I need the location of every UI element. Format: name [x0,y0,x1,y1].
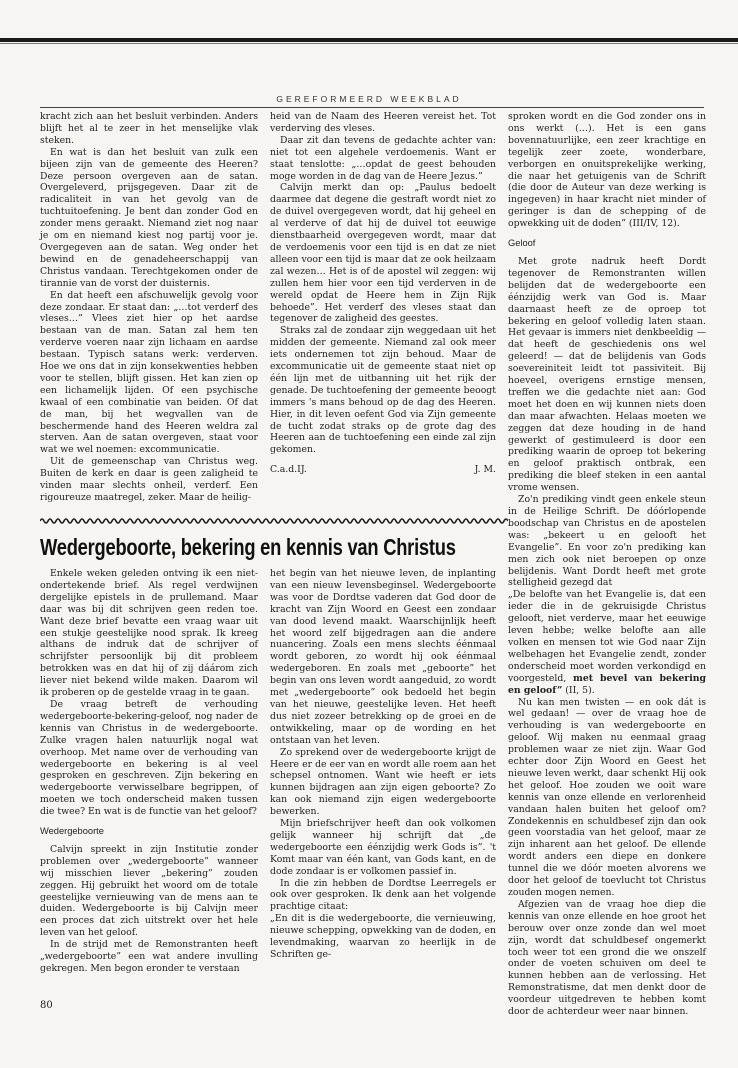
signature-right: J. M. [474,464,496,476]
quote-emphasis: met bevel van bekering en geloof” [508,672,706,696]
column-3 [508,111,706,1018]
paragraph: heid van de Naam des Heeren vereist het. Tot verderving des vleses. [270,111,496,134]
blockquote: „En dit is die wedergeboorte, die vernieuwing, nieuwe schepping, opwekking van de doden, en levendmaking, waarvan zo heerlijk in de Schriften ge- [270,913,496,960]
header-rule [40,107,704,108]
paragraph: Met grote nadruk heeft Dordt tegenover de Remonstranten willen belijden dat de wedergeboorte een éénzijdig werk van God is. Maar daarnaast heeft ze de oproep tot bekering en geloof volledig laten staan. Het gevaar is immers niet denkbeeldig — dat heeft de geschiedenis ons wel geleerd! — dat de belijdenis van Gods soevereiniteit leidt tot passiviteit. Bij hoeveel, overigens ernstige mensen, treffen we die gedachte niet aan: God moet het doen en wij kunnen niets doen dan maar afwachten. Helaas moeten we zeggen dat deze houding in de hand gewerkt of gestimuleerd is door een prediking waarin de oproep tot bekering en geloof praktisch ontbrak, een prediking die bleef steken in een aantal vrome wensen. [508,255,706,494]
paragraph: En dat heeft een afschuwelijk gevolg voor deze zondaar. Er staat dan: „…tot verderf des vleses…” Vlees ziet hier op het aardse bestaan van de man. Satan zal hem ten verderve voeren naar zijn lichaam en aardse bestaan. Typisch satans werk: verderven. Hoe we ons dat in zijn konsekwenties hebben voor te stellen, blijft gissen. Het kan zien op een lichamelijk lijden. Of een psychische kwaal of een combinatie van beiden. Of dat de man, bij het wegvallen van de beschermende hand des Heeren weldra zal sterven. Aan de satan overgeven, staat voor wat we wel noemen: excommunicatie. [40,289,258,456]
wavy-divider [40,517,508,525]
top-rule-thin [0,43,738,44]
column-1-top [40,111,258,504]
paragraph: Calvijn spreekt in zijn Institutie zonder problemen over „wedergeboorte” wanneer wij misschien liever „bekering” zouden zeggen. Hij gebruikt het woord om de totale geestelijke vernieuwing van de mens aan te duiden. Wedergeboorte is bij Calvijn meer een proces dat zich uitstrekt over het hele leven van het geloof. [40,843,258,939]
signature [270,464,496,476]
paragraph: Mijn briefschrijver heeft dan ook volkomen gelijk wanneer hij schrijft dat „de wedergeboorte een éénzijdig werk Gods is”. 't Komt maar van één kant, van Gods kant, en de dode zondaar is er volkomen passief in. [270,818,496,877]
subheading-geloof: Geloof [508,238,536,249]
column-2-top [270,111,496,476]
page-number: 80 [40,1000,53,1011]
quote-reference: (II, 5). [565,684,595,696]
paragraph: In de strijd met de Remonstranten heeft „wedergeboorte” een wat andere invulling gekregen. Men begon eronder te verstaan [40,939,258,974]
article-headline: Wedergeboorte, bekering en kennis van Christus [40,534,456,560]
paragraph: Calvijn merkt dan op: „Paulus bedoelt daarmee dat degene die gestraft wordt niet zo de duivel overgegeven wordt, dat hij geheel en al verderve of dat hij de duivel tot eeuwige dienstbaarheid overgegeven wordt, maar dat de verdoemenis voor een tijd is en dat ze niet alleen voor een tijd is maar dat ze ook heilzaam zal wezen… Het is of de apostel wil zeggen: wij zullen hem hier voor een tijd verderven in de wereld opdat de Heere hem in Zijn Rijk behoede”. Het verderf des vleses staat dan tegenover de zaligheid des geestes. [270,182,496,325]
quote-text: „De belofte van het Evangelie is, dat een ieder die in de gekruisigde Christus gelooft, niet verderve, maar het eeuwige leven hebbe; welke belofte aan alle volken en mensen tot wie God naar Zijn welbehagen het Evangelie zendt, zonder onderscheid moet worden verkondigd en voorgesteld, [508,589,706,684]
running-head: GEREFORMEERD WEEKBLAD [276,94,462,104]
paragraph: Daar zit dan tevens de gedachte achter van: niet tot een algehele verdoemenis. Want er staat tenslotte: „…opdat de geest behouden moge worden in de dag van de Heere Jezus.” [270,134,496,182]
subheading-wedergeboorte: Wedergeboorte [40,826,104,837]
column-2-bottom [270,568,496,961]
paragraph: Enkele weken geleden ontving ik een niet-ondertekende brief. Als regel verdwijnen dergelijke epistels in de prullemand. Maar daar was bij dit schrijven geen reden toe. Want deze brief bevatte een vraag waar uit een stukje geestelijke nood sprak. Ik kreeg althans de indruk dat de schrijver of schrijfster persoonlijk bij dit probleem betrokken was en dat hij of zij dáárom zich liever niet bekend wilde maken. Daarom wil ik proberen op de gestelde vraag in te gaan. [40,568,258,699]
top-rule [0,38,738,42]
paragraph: En wat is dan het besluit van zulk een bijeen zijn van de gemeente des Heeren? Deze persoon overgeven aan de satan. Overgeleverd, prijsgegeven. Daar zit de radicaliteit in van het gevolg van de tuchtuitoefening. Je bent dan zonder God en zonder mens geraakt. Niemand ziet nog naar je om en niemand kiest nog partij voor je. Overgegeven aan de satan. Weg onder het bewind en de genadeheerschappij van Christus vandaan. Terechtgekomen onder de tirannie van de vorst der duisternis. [40,146,258,289]
column-1-bottom [40,568,258,975]
signature-left: C.a.d.IJ. [270,464,307,476]
paragraph: In die zin hebben de Dordtse Leerregels er ook over gesproken. Ik denk aan het volgende prachtige citaat: [270,877,496,913]
paragraph: De vraag betreft de verhouding wedergeboorte-bekering-geloof, nog nader de kennis van Christus in de wedergeboorte. Zulke vragen halen natuurlijk nogal wat overhoop. Met name over de verhouding van wedergeboorte en bekering is al veel gesproken en geschreven. Zijn bekering en wedergeboorte verwisselbare begrippen, of moeten we toch onderscheid maken tussen die twee? En wat is de functie van het geloof? [40,698,258,818]
paragraph: Zo'n prediking vindt geen enkele steun in de Heilige Schrift. De dóórlopende boodschap van Christus en de apostelen was: „bekeert u en gelooft het Evangelie”. En voor zo'n prediking kan men zich ook niet beroepen op onze belijdenis. Want Dordt heeft met grote stelligheid gezegd dat [508,494,706,589]
paragraph: het begin van het nieuwe leven, de inplanting van een nieuw levensbeginsel. Wedergeboorte was voor de Dordtse vaderen dat God door de kracht van Zijn Woord en Geest een zondaar van dood levend maakt. Waarschijnlijk heeft het woord zelf bijgedragen aan die andere nuancering. Zoals een mens slechts éénmaal wordt geboren, zo wordt hij ook éénmaal wedergeboren. En zoals met „geboorte” het begin van ons leven wordt aangeduid, zo wordt met „wedergeboorte” ook bedoeld het begin van het nieuwe, geestelijke leven. Het heeft dus niet zozeer betrekking op de groei en de ontwikkeling, maar op de wording en het ontstaan van het leven. [270,568,496,746]
paragraph: kracht zich aan het besluit verbinden. Anders blijft het al te zeer in het menselijke vlak steken. [40,111,258,146]
paragraph: sproken wordt en die God zonder ons in ons werkt (…). Het is een gans bovennatuurlijke, een zeer krachtige en tegelijk zeer zoete, wonderbare, verborgen en onuitsprekelijke werking, die naar het getuigenis van de Schrift (die door de Auteur van deze werking is ingegeven) in haar kracht niet minder of geringer is dan de schepping of de opwekking uit de doden” (III/IV, 12). [508,111,706,230]
paragraph: Afgezien van de vraag hoe diep die kennis van onze ellende en hoe groot het berouw over onze zonde dan wel moet zijn, wordt dat schuldbesef ongemerkt toch weer tot een grond die we onszelf onder de voeten schuiven om deel te kunnen hebben aan de verlossing. Het Remonstratisme, dat men denkt door de voordeur uitgedreven te hebben komt door de achterdeur weer naar binnen. [508,898,706,1018]
paragraph: Nu kan men twisten — en ook dát is wel gedaan! — over de vraag hoe de verhouding is van wedergeboorte en geloof. Wij maken nu eenmaal graag problemen waar ze niet zijn. Waar God echter door Zijn Woord en Geest het nieuwe leven werkt, daar schenkt Hij ook het geloof. Hoe zouden we ooit ware kennis van onze ellende en verlorenheid vandaan halen buiten het geloof om? Zondekennis en schuldbesef zijn dan ook geen voorstadia van het geloof, maar ze zijn inharent aan het geloof. De ellende wordt anders een diepe en donkere tunnel die we dóór moeten alvorens we door het geloof de toevlucht tot Christus zouden mogen nemen. [508,696,706,898]
paragraph: Zo sprekend over de wedergeboorte krijgt de Heere er de eer van en wordt alle roem aan het schepsel ontnomen. Want wie heeft er iets kunnen bijdragen aan zijn eigen geboorte? Zo kan ook niemand zijn eigen wedergeboorte bewerken. [270,746,496,818]
paragraph: Uit de gemeenschap van Christus weg. Buiten de kerk en daar is geen zaligheid te vinden maar slechts onheil, verderf. Een rigoureuze maatregel, zeker. Maar de heilig- [40,456,258,503]
paragraph: Straks zal de zondaar zijn weggedaan uit het midden der gemeente. Niemand zal ook meer iets ondernemen tot zijn behoud. Maar de excommunicatie uit de gemeente staat niet op één lijn met de uitbanning uit het rijk der genade. De tuchtoefening der gemeente beoogt immers 's mans behoud op de dag des Heeren. Hier, in dit leven oefent God via Zijn gemeente de tucht zodat straks op de grote dag des Heeren aan de tuchtoefening een einde zal zijn gekomen. [270,325,496,456]
blockquote [508,589,706,696]
